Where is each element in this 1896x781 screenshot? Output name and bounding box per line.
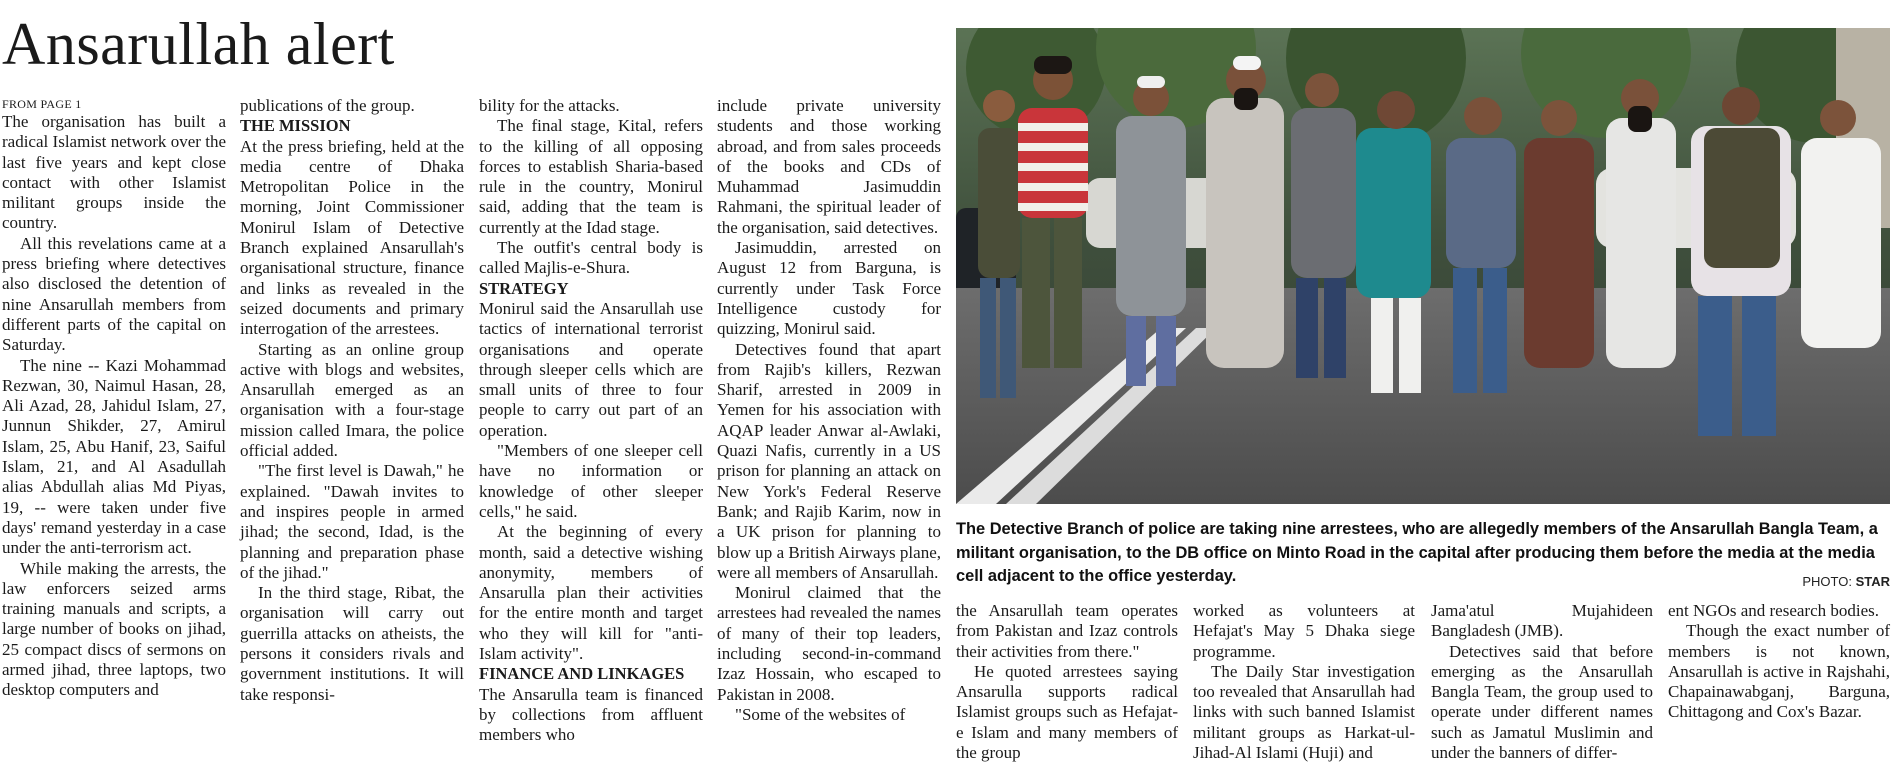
news-photo — [956, 28, 1890, 504]
photo-credit-name: STAR — [1855, 574, 1890, 589]
paragraph: Monirul claimed that the arrestees had revealed the names of many of their top leaders, including second-in-command Izaz Hossain, who escaped to Pakistan in 2008. — [717, 583, 941, 704]
paragraph: Starting as an online group active with blogs and websites, Ansarullah emerged as an organisation with a four-stage mission called Imara, the police official added. — [240, 339, 464, 461]
paragraph: All this revelations came at a press briefing where detectives also disclosed the detention of nine Ansarullah members from different parts of the capital on Saturday. — [2, 233, 226, 355]
article-column-6 — [1193, 601, 1415, 763]
paragraph: Though the exact number of members is not known, Ansarullah is active in Rajshahi, Chapainawabganj, Barguna, Chittagong and Cox's Bazar. — [1668, 621, 1890, 722]
paragraph: The outfit's central body is called Majlis-e-Shura. — [479, 238, 703, 278]
paragraph: include private university students and those working abroad, and from sales proceeds of the books and CDs of Muhammad Jasimuddin Rahmani, the spiritual leader of the organisation, said detectives. — [717, 96, 941, 237]
paragraph: Jasimuddin, arrested on August 12 from Barguna, is currently under Task Force Intelligence custody for quizzing, Monirul said. — [717, 238, 941, 339]
paragraph: "Some of the websites of — [735, 704, 906, 724]
paragraph: At the beginning of every month, said a detective wishing anonymity, members of Ansarulla plan their activities for the entire month and target who they will kill for "anti-Islam activity". — [479, 522, 703, 664]
photo-credit — [1802, 574, 1890, 589]
paragraph: the Ansarullah team operates from Pakistan and Izaz controls their activities from there." — [956, 601, 1178, 661]
from-page-label: FROM PAGE 1 — [2, 97, 82, 111]
paragraph: In the third stage, Ribat, the organisation will carry out guerrilla attacks on atheists, the persons it considers rivals and government institutions. It will take responsi- — [240, 583, 464, 704]
photo-credit-prefix: PHOTO: — [1802, 574, 1856, 589]
subhead-strategy: STRATEGY — [479, 278, 569, 298]
paragraph: "Members of one sleeper cell have no information or knowledge of other sleeper cells," he said. — [479, 441, 703, 521]
article-column-7 — [1431, 601, 1653, 763]
headline: Ansarullah alert — [2, 11, 395, 77]
arrestees-photo-illustration — [956, 28, 1890, 504]
article-column-5 — [956, 601, 1178, 763]
article-column-4 — [717, 96, 941, 725]
article-column-1 — [2, 96, 226, 701]
paragraph: ent NGOs and research bodies. — [1668, 601, 1880, 620]
paragraph: While making the arrests, the law enforcers seized arms training manuals and scripts, a large number of books on jihad, 25 compact discs of sermons on armed jihad, three laptops, two desktop computers and — [2, 558, 226, 700]
article-column-3 — [479, 96, 703, 746]
subhead-finance: FINANCE AND LINKAGES — [479, 664, 685, 684]
paragraph: bility for the attacks. — [479, 96, 620, 115]
paragraph: Jama'atul Mujahideen Bangladesh (JMB). — [1431, 601, 1653, 641]
paragraph: The organisation has built a radical Islamist network over the last five years and kept close contact with other Islamist militant groups inside the country. — [2, 112, 226, 233]
article-column-8 — [1668, 601, 1890, 723]
photo-caption: The Detective Branch of police are taking nine arrestees, who are allegedly members of the Ansarullah Bangla Team, a militant organisation, to the DB office on Minto Road in the capital after producing them before the media at the media cell adjacent to the office yesterday. — [956, 520, 1878, 585]
paragraph: worked as volunteers at Hefajat's May 5 Dhaka siege programme. — [1193, 601, 1415, 661]
paragraph: The nine -- Kazi Mohammad Rezwan, 30, Naimul Hasan, 28, Ali Azad, 28, Jahidul Islam, 27, Junnun Shikder, 27, Amirul Islam, 25, Abu Hanif, 23, Saiful Islam, 21, and Al Asadullah alias Abdullah alias Md Piyas, 19, -- were taken under five days' remand yesterday in a case under the anti-terrorism act. — [2, 355, 226, 558]
article-column-2 — [240, 96, 464, 705]
paragraph: Monirul said the Ansarullah use tactics of international terrorist organisations and operate through sleeper cells which are small units of three to four people to carry out part of an operation. — [479, 298, 703, 440]
paragraph: The final stage, Kital, refers to the killing of all opposing forces to establish Sharia-based rule in the country, Monirul said, adding that the team is currently at the Idad stage. — [479, 116, 703, 237]
paragraph: At the press briefing, held at the media centre of Dhaka Metropolitan Police in the morning, Joint Commissioner Monirul Islam of Detective Branch explained Ansarullah's organisational structure, finance and links as revealed in the seized documents and primary interrogation of the arrestees. — [240, 136, 464, 339]
subhead-mission: THE MISSION — [240, 116, 351, 136]
paragraph: publications of the group. — [240, 96, 415, 115]
paragraph: "The first level is Dawah," he explained. "Dawah invites to and inspires people in armed jihad; the second, Idad, is the planning and preparation phase of the jihad." — [240, 461, 464, 582]
paragraph: The Daily Star investigation too revealed that Ansarullah had links with such banned Islamist militant groups as Harkat-ul-Jihad-Al Islami (Huji) and — [1193, 661, 1415, 763]
paragraph: Detectives said that before emerging as the Ansarullah Bangla Team, the group used to operate under different names such as Jamatul Muslimin and under the banners of differ- — [1431, 641, 1653, 763]
paragraph: Detectives found that apart from Rajib's killers, Rezwan Sharif, arrested in 2009 in Yemen for his association with AQAP leader Anwar al-Awlaki, Quazi Nafis, currently in a US prison for planning an attack on New York's Federal Reserve Bank; and Rajib Karim, now in a UK prison for planning to blow up a British Airways plane, were all members of Ansarullah. — [717, 339, 941, 582]
paragraph: The Ansarulla team is financed by collections from affluent members who — [479, 684, 703, 745]
paragraph: He quoted arrestees saying Ansarulla supports radical Islamist groups such as Hefajat-e Islam and many members of the group — [956, 661, 1178, 763]
